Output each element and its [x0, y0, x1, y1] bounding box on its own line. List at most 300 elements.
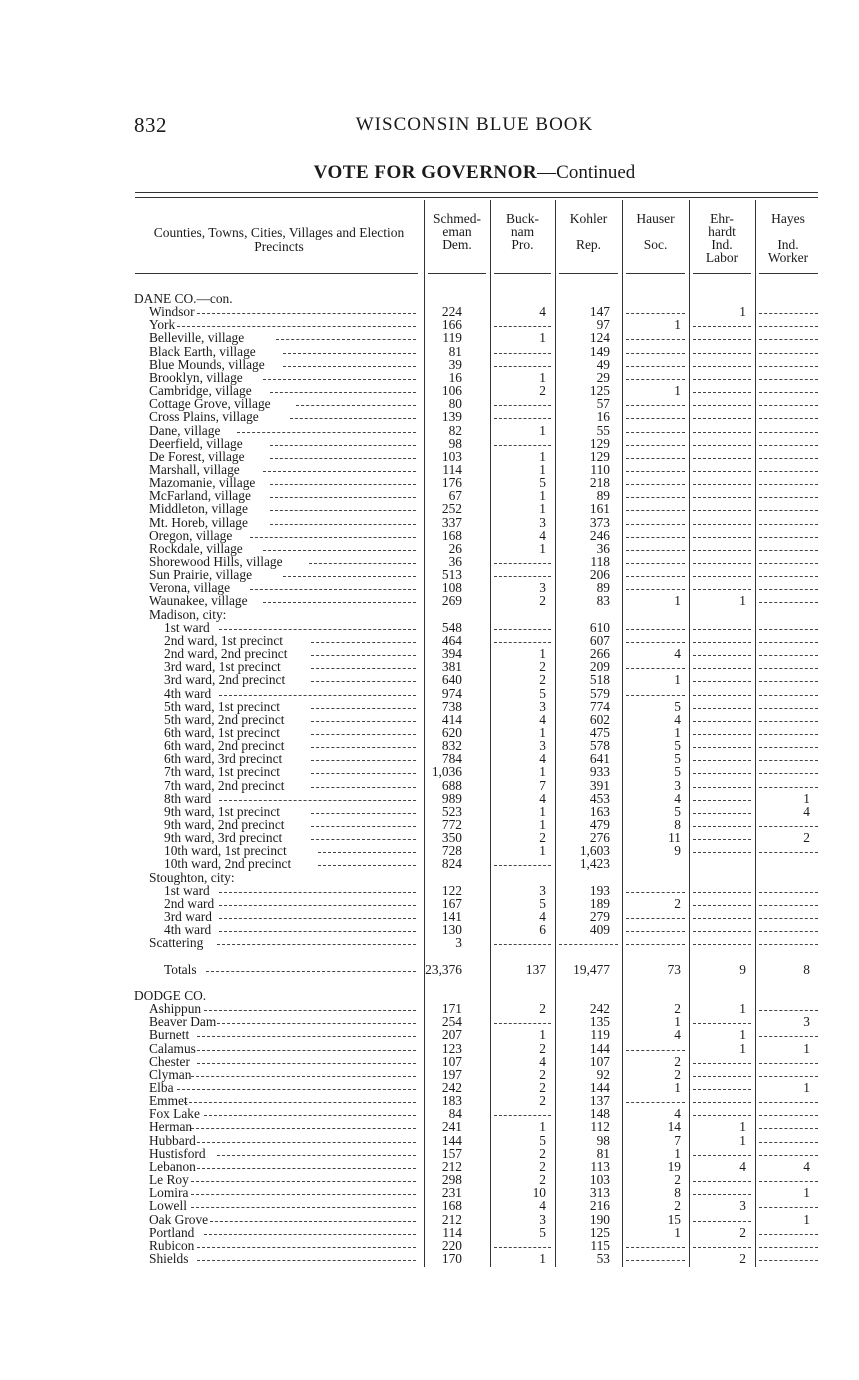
vote-count: 4	[803, 1158, 810, 1174]
dot-leader	[197, 1247, 416, 1248]
empty-cell-dash	[759, 760, 818, 761]
vote-count: 97	[596, 317, 610, 333]
dot-leader	[197, 313, 416, 314]
vote-count: 479	[589, 817, 610, 832]
vote-count: 5	[674, 803, 681, 819]
vote-count: 394	[441, 646, 462, 662]
header-line: nam	[510, 224, 535, 239]
row-label: Totals	[164, 961, 197, 977]
vote-count: 53	[596, 1250, 610, 1266]
empty-cell-dash	[759, 1142, 818, 1143]
vote-count: 1,036	[431, 764, 462, 780]
header-line: Rep.	[575, 237, 602, 252]
empty-cell-dash	[494, 576, 551, 577]
vote-count: 55	[596, 422, 610, 438]
vote-count: 4	[539, 304, 546, 320]
vote-count: 4	[674, 1106, 681, 1122]
vote-count: 1	[674, 724, 681, 740]
vote-count: 4	[539, 751, 546, 767]
vote-count: 112	[590, 1119, 610, 1135]
dot-leader	[263, 471, 416, 472]
dot-leader	[191, 1207, 416, 1208]
empty-cell-dash	[759, 484, 818, 485]
empty-cell-dash	[759, 1260, 818, 1261]
vote-count: 2	[674, 1198, 681, 1214]
empty-cell-dash	[759, 589, 818, 590]
row-label: Rockdale, village	[149, 540, 243, 556]
row-label: DANE CO.—con.	[134, 291, 233, 306]
row-label: Scattering	[149, 935, 204, 951]
dot-leader	[177, 326, 416, 327]
dot-leader	[191, 1181, 416, 1182]
empty-cell-dash	[693, 800, 751, 801]
row-label: York	[149, 317, 176, 333]
row-label: 3rd ward, 2nd precinct	[164, 672, 286, 688]
vote-count: 7	[674, 1132, 681, 1148]
empty-cell-dash	[626, 484, 685, 485]
vote-count: 3	[803, 1014, 810, 1030]
vote-count: 137	[525, 961, 546, 977]
vote-count: 4	[539, 1198, 546, 1214]
vote-count: 14	[667, 1119, 681, 1135]
empty-cell-dash	[494, 865, 551, 866]
vote-count: 168	[441, 1198, 462, 1214]
empty-cell-dash	[626, 432, 685, 433]
row-label: 10th ward, 2nd precinct	[164, 856, 292, 872]
dot-leader	[311, 668, 416, 669]
empty-cell-dash	[759, 892, 818, 893]
empty-cell-dash	[693, 339, 751, 340]
row-label: Emmet	[149, 1093, 188, 1109]
vote-count: 115	[590, 1237, 610, 1253]
dot-leader	[309, 563, 416, 564]
vote-count: 1	[539, 540, 546, 556]
empty-cell-dash	[626, 1260, 685, 1261]
dot-leader	[311, 760, 416, 761]
vote-count: 135	[589, 1014, 610, 1030]
vote-count: 49	[596, 356, 610, 372]
empty-cell-dash	[759, 787, 818, 788]
vote-count: 2	[539, 1093, 546, 1109]
dot-leader	[263, 602, 416, 603]
vote-count: 313	[589, 1185, 610, 1201]
dot-leader	[219, 918, 416, 919]
vote-count: 129	[589, 448, 610, 464]
vote-count: 9	[674, 843, 681, 859]
vote-count: 475	[589, 724, 610, 740]
vote-count: 218	[589, 475, 610, 491]
empty-cell-dash	[759, 1076, 818, 1077]
row-label: De Forest, village	[149, 448, 245, 464]
vote-count: 3	[539, 1211, 546, 1227]
empty-cell-dash	[693, 1089, 751, 1090]
empty-cell-dash	[759, 1181, 818, 1182]
empty-cell-dash	[626, 339, 685, 340]
vote-count: 409	[589, 922, 610, 938]
empty-cell-dash	[626, 576, 685, 577]
dot-leader	[219, 695, 416, 696]
empty-cell-dash	[693, 445, 751, 446]
vote-count: 137	[589, 1093, 610, 1109]
vote-count: 3	[539, 698, 546, 714]
empty-cell-dash	[759, 1207, 818, 1208]
vote-count: 2	[674, 895, 681, 911]
vote-count: 113	[590, 1158, 610, 1174]
vote-count: 254	[441, 1014, 462, 1030]
empty-cell-dash	[494, 1115, 551, 1116]
row-label: Portland	[149, 1224, 195, 1240]
dot-leader	[204, 1115, 416, 1116]
header-line: Pro.	[511, 237, 534, 252]
vote-count: 4	[674, 1027, 681, 1043]
row-label: Mazomanie, village	[149, 475, 256, 491]
vote-count: 1	[674, 1145, 681, 1161]
empty-cell-dash	[626, 537, 685, 538]
vote-count: 197	[441, 1066, 462, 1082]
empty-cell-dash	[494, 445, 551, 446]
dot-leader	[283, 353, 416, 354]
vote-count: 5	[539, 895, 546, 911]
vote-count: 125	[589, 1224, 610, 1240]
row-label: Clyman	[149, 1066, 192, 1082]
vote-count: 578	[589, 738, 610, 754]
vote-count: 4	[539, 790, 546, 806]
dot-leader	[206, 971, 416, 972]
dot-leader	[184, 1102, 416, 1103]
vote-count: 464	[441, 632, 462, 648]
empty-cell-dash	[626, 550, 685, 551]
row-label: Brooklyn, village	[149, 369, 243, 385]
row-label: Belleville, village	[149, 330, 245, 346]
vote-count: 148	[589, 1106, 610, 1122]
vote-count: 2	[539, 830, 546, 846]
vote-count: 414	[441, 711, 462, 727]
empty-cell-dash	[693, 379, 751, 380]
vote-count: 1	[674, 672, 681, 688]
vote-count: 2	[539, 1001, 546, 1017]
vote-count: 266	[589, 646, 610, 662]
empty-cell-dash	[759, 944, 818, 945]
empty-cell-dash	[626, 931, 685, 932]
dot-leader	[204, 1010, 416, 1011]
empty-cell-dash	[626, 471, 685, 472]
empty-cell-dash	[693, 773, 751, 774]
vote-count: 246	[589, 527, 610, 543]
empty-cell-dash	[693, 589, 751, 590]
empty-cell-dash	[759, 668, 818, 669]
dot-leader	[237, 432, 416, 433]
page-number: 832	[134, 113, 167, 137]
header-line: Ind.	[711, 237, 733, 252]
vote-count: 1	[739, 1040, 746, 1056]
empty-cell-dash	[759, 524, 818, 525]
row-label: 4th ward	[164, 922, 212, 938]
row-label: Hustisford	[149, 1145, 206, 1161]
vote-count: 190	[589, 1211, 610, 1227]
row-label: 10th ward, 1st precinct	[164, 843, 287, 859]
vote-count: 16	[596, 409, 610, 425]
header-col-kohler	[555, 212, 622, 251]
vote-count: 82	[448, 422, 462, 438]
empty-cell-dash	[693, 458, 751, 459]
row-label: 2nd ward	[164, 895, 215, 911]
vote-count: 728	[441, 843, 462, 859]
empty-cell-dash	[693, 1115, 751, 1116]
empty-cell-dash	[626, 629, 685, 630]
vote-count: 36	[448, 554, 462, 569]
row-label: 2nd ward, 1st precinct	[164, 632, 283, 648]
vote-count: 391	[589, 777, 610, 793]
vote-count: 774	[589, 698, 610, 714]
row-label: Dane, village	[149, 422, 221, 438]
vote-count: 3	[539, 580, 546, 596]
dot-leader	[217, 944, 416, 945]
empty-cell-dash	[759, 747, 818, 748]
row-label: Rubicon	[149, 1237, 195, 1253]
empty-cell-dash	[693, 892, 751, 893]
empty-cell-dash	[693, 1155, 751, 1156]
header-line: Hayes	[771, 211, 805, 226]
vote-count: 98	[596, 1132, 610, 1148]
dot-leader	[191, 1194, 416, 1195]
top-rule-1	[135, 192, 818, 193]
dot-leader	[311, 747, 416, 748]
vote-count: 2	[674, 1001, 681, 1017]
empty-cell-dash	[626, 563, 685, 564]
header-line: Ind.	[777, 237, 799, 252]
vote-count: 548	[441, 619, 462, 635]
vote-count: 1,603	[579, 843, 610, 859]
vote-count: 1	[739, 1119, 746, 1135]
vote-count: 231	[441, 1185, 462, 1201]
dot-leader	[263, 550, 416, 551]
vote-count: 5	[674, 698, 681, 714]
row-label: 6th ward, 2nd precinct	[164, 738, 285, 754]
vote-count: 989	[441, 790, 462, 806]
header-line: hardt	[708, 224, 736, 239]
vote-count: 2	[539, 1145, 546, 1161]
vote-count: 1	[739, 304, 746, 320]
vote-count: 824	[441, 856, 462, 872]
vote-count: 5	[539, 1132, 546, 1148]
vote-count: 5	[539, 685, 546, 701]
vote-count: 189	[589, 895, 610, 911]
vote-count: 7	[539, 777, 546, 793]
vote-count: 279	[589, 909, 610, 925]
vote-count: 206	[589, 567, 610, 583]
empty-cell-dash	[759, 1036, 818, 1037]
vote-count: 29	[596, 369, 610, 385]
dot-leader	[311, 655, 416, 656]
empty-cell-dash	[626, 668, 685, 669]
row-label: 8th ward	[164, 790, 212, 806]
row-label: Burnett	[149, 1027, 190, 1043]
vote-count: 1	[739, 1001, 746, 1017]
empty-cell-dash	[693, 668, 751, 669]
vote-count: 3	[739, 1198, 746, 1214]
vote-count: 110	[590, 461, 610, 477]
empty-cell-dash	[494, 563, 551, 564]
empty-cell-dash	[626, 524, 685, 525]
dot-leader	[270, 484, 416, 485]
header-line: Labor	[705, 250, 739, 265]
vote-count: 103	[441, 448, 462, 464]
empty-cell-dash	[693, 1063, 751, 1064]
empty-cell-dash	[693, 695, 751, 696]
vote-count: 125	[589, 383, 610, 399]
empty-cell-dash	[759, 1115, 818, 1116]
dot-leader	[210, 1221, 416, 1222]
vote-count: 688	[441, 777, 462, 793]
vote-count: 2	[739, 1250, 746, 1266]
empty-cell-dash	[626, 695, 685, 696]
empty-cell-dash	[759, 734, 818, 735]
empty-cell-dash	[626, 1247, 685, 1248]
dot-leader	[290, 418, 416, 419]
dot-leader	[197, 1142, 416, 1143]
vote-count: 9	[739, 961, 746, 977]
empty-cell-dash	[759, 445, 818, 446]
vote-count: 1	[539, 461, 546, 477]
vote-count: 610	[589, 619, 610, 635]
vote-count: 108	[441, 580, 462, 596]
vote-count: 2	[674, 1172, 681, 1188]
empty-cell-dash	[693, 537, 751, 538]
vote-count: 207	[441, 1027, 462, 1043]
vote-count: 3	[539, 882, 546, 898]
row-label: 3rd ward	[164, 909, 212, 925]
vote-count: 84	[448, 1106, 462, 1122]
empty-cell-dash	[693, 432, 751, 433]
vote-count: 19,477	[573, 961, 610, 977]
vote-count: 122	[441, 882, 462, 898]
vote-count: 4	[539, 527, 546, 543]
vote-count: 2	[674, 1053, 681, 1069]
vote-count: 1	[539, 764, 546, 780]
empty-cell-dash	[693, 787, 751, 788]
vote-count: 5	[674, 764, 681, 780]
vote-count: 4	[539, 1053, 546, 1069]
vote-count: 1	[739, 593, 746, 609]
empty-cell-dash	[626, 405, 685, 406]
vote-count: 1	[539, 501, 546, 517]
dot-leader	[311, 787, 416, 788]
dot-leader	[191, 1076, 416, 1077]
row-label: Middleton, village	[149, 501, 248, 517]
vote-count: 242	[589, 1001, 610, 1017]
vote-count: 298	[441, 1172, 462, 1188]
dot-leader	[270, 392, 416, 393]
dot-leader	[283, 576, 416, 577]
empty-cell-dash	[759, 1234, 818, 1235]
vote-count: 1	[539, 646, 546, 662]
top-rule-2	[135, 197, 818, 198]
row-label: McFarland, village	[149, 488, 251, 504]
dot-leader	[270, 510, 416, 511]
empty-cell-dash	[693, 839, 751, 840]
empty-cell-dash	[559, 944, 618, 945]
empty-cell-dash	[626, 944, 685, 945]
vote-count: 209	[589, 659, 610, 675]
vote-count: 129	[589, 435, 610, 451]
vote-count: 157	[441, 1145, 462, 1161]
empty-cell-dash	[693, 510, 751, 511]
vote-count: 4	[674, 711, 681, 727]
vote-count: 738	[441, 698, 462, 714]
empty-cell-dash	[626, 589, 685, 590]
row-label: Chester	[149, 1053, 190, 1069]
vote-count: 119	[442, 330, 462, 346]
empty-cell-dash	[693, 563, 751, 564]
empty-cell-dash	[494, 1247, 551, 1248]
dot-leader	[311, 813, 416, 814]
vote-count: 2	[739, 1224, 746, 1240]
row-label: Ashippun	[149, 1001, 202, 1017]
table-title-bold: VOTE FOR GOVERNOR	[313, 162, 538, 183]
vote-count: 1	[539, 1250, 546, 1266]
empty-cell-dash	[693, 734, 751, 735]
dot-leader	[204, 1234, 416, 1235]
vote-count: 183	[441, 1093, 462, 1109]
vote-count: 107	[441, 1053, 462, 1069]
vote-count: 106	[441, 383, 462, 399]
empty-cell-dash	[693, 418, 751, 419]
row-label: 7th ward, 1st precinct	[164, 764, 281, 780]
row-label: Fox Lake	[149, 1106, 200, 1122]
header-col-schmedeman	[424, 212, 490, 251]
empty-cell-dash	[626, 1102, 685, 1103]
empty-cell-dash	[759, 405, 818, 406]
row-label: Oak Grove	[149, 1211, 209, 1227]
row-label: Lomira	[149, 1185, 189, 1201]
vote-count: 83	[596, 593, 610, 609]
row-label: 9th ward, 2nd precinct	[164, 817, 285, 832]
vote-count: 11	[668, 830, 681, 846]
empty-cell-dash	[626, 353, 685, 354]
vote-count: 4	[674, 790, 681, 806]
empty-cell-dash	[759, 313, 818, 314]
vote-count: 1	[674, 383, 681, 399]
dot-leader	[219, 905, 416, 906]
vote-count: 1	[539, 488, 546, 504]
vote-count: 832	[441, 738, 462, 754]
dot-leader	[219, 931, 416, 932]
vote-count: 16	[448, 369, 462, 385]
vote-count: 123	[441, 1040, 462, 1056]
vote-count: 579	[589, 685, 610, 701]
empty-cell-dash	[759, 576, 818, 577]
empty-cell-dash	[693, 326, 751, 327]
empty-cell-dash	[759, 392, 818, 393]
empty-cell-dash	[693, 655, 751, 656]
header-underline-5	[693, 273, 751, 274]
empty-cell-dash	[759, 497, 818, 498]
empty-cell-dash	[693, 1102, 751, 1103]
empty-cell-dash	[759, 563, 818, 564]
header-col-hauser	[622, 212, 689, 251]
empty-cell-dash	[693, 944, 751, 945]
vote-count: 1	[739, 1027, 746, 1043]
vote-count: 139	[441, 409, 462, 425]
vote-count: 149	[589, 343, 610, 359]
empty-cell-dash	[626, 497, 685, 498]
vote-count: 216	[589, 1198, 610, 1214]
empty-cell-dash	[626, 510, 685, 511]
vote-count: 89	[596, 488, 610, 504]
empty-cell-dash	[693, 471, 751, 472]
empty-cell-dash	[693, 681, 751, 682]
vote-count: 1	[674, 593, 681, 609]
